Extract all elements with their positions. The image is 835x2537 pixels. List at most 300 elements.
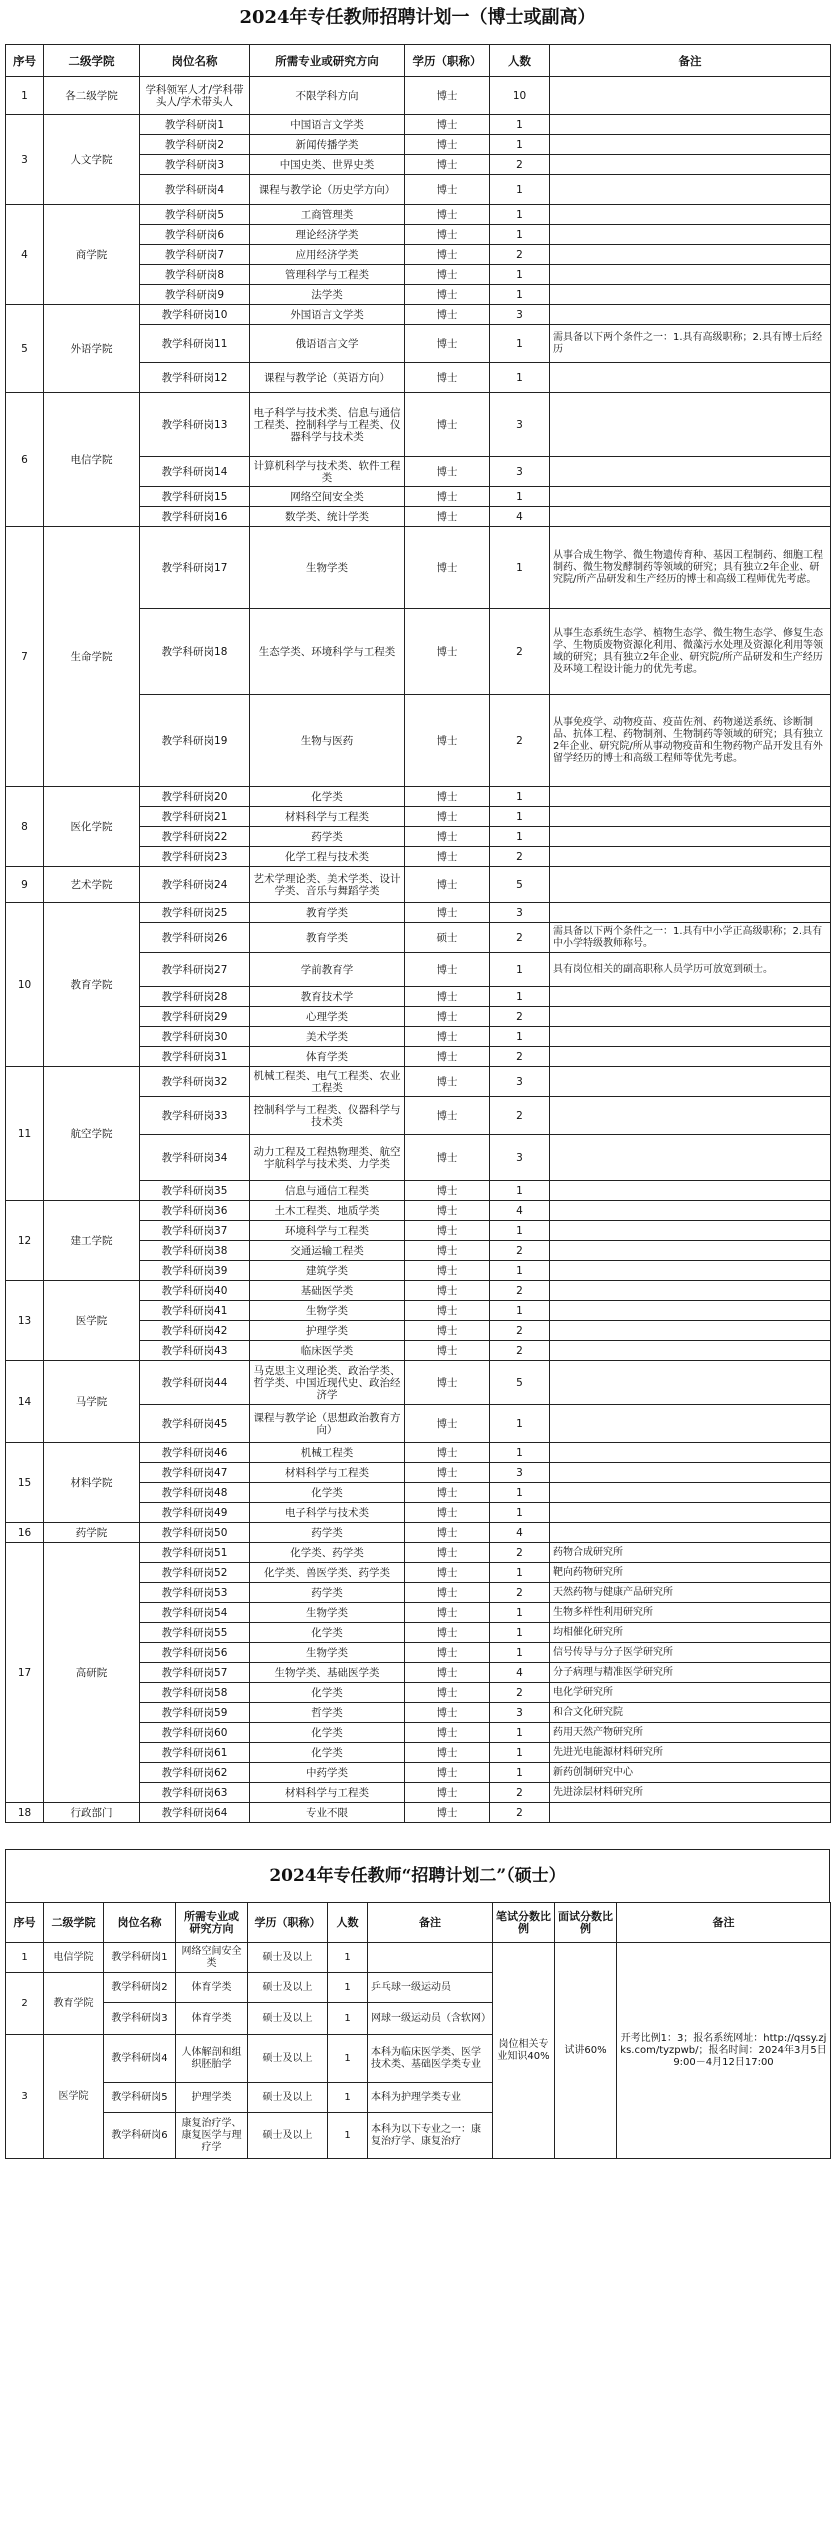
college-name: 生命学院: [44, 527, 140, 787]
row-no: 1: [6, 77, 44, 115]
college-name: 教育学院: [44, 1973, 104, 2035]
college-name: 医学院: [44, 1281, 140, 1361]
head-count: 1: [490, 175, 550, 205]
head-count: 3: [490, 457, 550, 487]
head-count: 1: [328, 2035, 368, 2083]
document: [5, 0, 830, 2159]
major-requirement: 工商管理类: [250, 205, 405, 225]
post-name: 教学科研岗15: [140, 487, 250, 507]
major-requirement: 环境科学与工程类: [250, 1221, 405, 1241]
degree: 博士: [405, 787, 490, 807]
degree: 博士: [405, 903, 490, 923]
table-row: [6, 77, 831, 115]
post-name: 教学科研岗32: [140, 1067, 250, 1097]
post-name: 教学科研岗20: [140, 787, 250, 807]
post-name: 教学科研岗51: [140, 1543, 250, 1563]
post-name: 教学科研岗18: [140, 609, 250, 695]
major-requirement: 计算机科学与技术类、软件工程类: [250, 457, 405, 487]
degree: 博士: [405, 1703, 490, 1723]
note: [550, 487, 831, 507]
degree: 博士: [405, 609, 490, 695]
head-count: 3: [490, 903, 550, 923]
major-requirement: 法学类: [250, 285, 405, 305]
head-count: 2: [490, 1803, 550, 1823]
major-requirement: 新闻传播学类: [250, 135, 405, 155]
degree: 博士: [405, 1341, 490, 1361]
row-no: 14: [6, 1361, 44, 1443]
note: [550, 77, 831, 115]
note: [550, 393, 831, 457]
post-name: 教学科研岗40: [140, 1281, 250, 1301]
post-name: 教学科研岗34: [140, 1135, 250, 1181]
major-requirement: 化学类: [250, 1743, 405, 1763]
major-requirement: 化学类、药学类: [250, 1543, 405, 1563]
degree: 博士: [405, 457, 490, 487]
major-requirement: 基础医学类: [250, 1281, 405, 1301]
major-requirement: 哲学类: [250, 1703, 405, 1723]
major-requirement: 生物与医药: [250, 695, 405, 787]
post-name: 教学科研岗3: [140, 155, 250, 175]
degree: 博士: [405, 1221, 490, 1241]
post-name: 教学科研岗2: [140, 135, 250, 155]
major-requirement: 材料科学与工程类: [250, 1783, 405, 1803]
head-count: 1: [490, 285, 550, 305]
head-count: 1: [490, 1181, 550, 1201]
major-requirement: 生物学类: [250, 1643, 405, 1663]
major-requirement: 护理学类: [176, 2083, 248, 2113]
college-name: 人文学院: [44, 115, 140, 205]
major-requirement: 生物学类: [250, 1301, 405, 1321]
major-requirement: 电子科学与技术类: [250, 1503, 405, 1523]
major-requirement: 理论经济学类: [250, 225, 405, 245]
note: 药物合成研究所: [550, 1543, 831, 1563]
row-no: 2: [6, 1973, 44, 2035]
head-count: 1: [490, 1483, 550, 1503]
degree: 博士: [405, 175, 490, 205]
degree: 博士: [405, 953, 490, 987]
plan2-title: 2024年专任教师“招聘计划二”（硕士）: [5, 1849, 830, 1902]
major-requirement: 美术学类: [250, 1027, 405, 1047]
post-name: 教学科研岗54: [140, 1603, 250, 1623]
head-count: 1: [490, 265, 550, 285]
note: 从事合成生物学、微生物遗传育种、基因工程制药、细胞工程制药、微生物发酵制药等领域的研究；具有独立2年企业、研究院/所产品研发和生产经历的博士和高级工程师优先考虑。: [550, 527, 831, 609]
major-requirement: 马克思主义理论类、政治学类、哲学类、中国近现代史、政治经济学: [250, 1361, 405, 1405]
major-requirement: 土木工程类、地质学类: [250, 1201, 405, 1221]
note: [550, 1027, 831, 1047]
college-name: 各二级学院: [44, 77, 140, 115]
college-name: 医学院: [44, 2035, 104, 2159]
head-count: 3: [490, 1463, 550, 1483]
major-requirement: 化学类: [250, 1723, 405, 1743]
p2-header-note: 备注: [368, 1903, 493, 1943]
note: 均相催化研究所: [550, 1623, 831, 1643]
post-name: 教学科研岗5: [140, 205, 250, 225]
table-row: [6, 393, 831, 457]
degree: 博士: [405, 1047, 490, 1067]
row-no: 9: [6, 867, 44, 903]
head-count: 1: [490, 527, 550, 609]
post-name: 教学科研岗16: [140, 507, 250, 527]
college-name: 高研院: [44, 1543, 140, 1803]
degree: 博士: [405, 1683, 490, 1703]
post-name: 教学科研岗25: [140, 903, 250, 923]
note: 具有岗位相关的副高职称人员学历可放宽到硕士。: [550, 953, 831, 987]
degree: 博士: [405, 225, 490, 245]
major-requirement: 控制科学与工程类、仪器科学与技术类: [250, 1097, 405, 1135]
major-requirement: 化学类: [250, 1483, 405, 1503]
p2-header-college: 二级学院: [44, 1903, 104, 1943]
note: [550, 807, 831, 827]
head-count: 1: [328, 2083, 368, 2113]
post-name: 教学科研岗22: [140, 827, 250, 847]
post-name: 教学科研岗59: [140, 1703, 250, 1723]
note: [550, 245, 831, 265]
major-requirement: 材料科学与工程类: [250, 1463, 405, 1483]
major-requirement: 化学类: [250, 1683, 405, 1703]
degree: 博士: [405, 1723, 490, 1743]
degree: 博士: [405, 77, 490, 115]
college-name: 电信学院: [44, 393, 140, 527]
post-name: 教学科研岗63: [140, 1783, 250, 1803]
note: [550, 1097, 831, 1135]
row-no: 8: [6, 787, 44, 867]
head-count: 1: [490, 807, 550, 827]
major-requirement: 建筑学类: [250, 1261, 405, 1281]
degree: 博士: [405, 1241, 490, 1261]
degree: 博士: [405, 1301, 490, 1321]
note: [550, 1181, 831, 1201]
note: [550, 987, 831, 1007]
major-requirement: 临床医学类: [250, 1341, 405, 1361]
post-name: 教学科研岗38: [140, 1241, 250, 1261]
row-no: 10: [6, 903, 44, 1067]
post-name: 教学科研岗43: [140, 1341, 250, 1361]
major-requirement: 动力工程及工程热物理类、航空宇航科学与技术类、力学类: [250, 1135, 405, 1181]
college-name: 马学院: [44, 1361, 140, 1443]
post-name: 教学科研岗21: [140, 807, 250, 827]
note: [550, 1341, 831, 1361]
post-name: 教学科研岗33: [140, 1097, 250, 1135]
table-row: [6, 1543, 831, 1563]
degree: 博士: [405, 1543, 490, 1563]
college-name: 外语学院: [44, 305, 140, 393]
major-requirement: 教育技术学: [250, 987, 405, 1007]
head-count: 2: [490, 1321, 550, 1341]
table-row: [6, 1067, 831, 1097]
college-name: 艺术学院: [44, 867, 140, 903]
major-requirement: 课程与教学论（英语方向）: [250, 363, 405, 393]
post-name: 教学科研岗36: [140, 1201, 250, 1221]
head-count: 2: [490, 1281, 550, 1301]
plan1-table: [5, 44, 831, 1823]
head-count: 5: [490, 1361, 550, 1405]
head-count: 1: [490, 987, 550, 1007]
post-name: 教学科研岗9: [140, 285, 250, 305]
degree: 博士: [405, 393, 490, 457]
table-row: [6, 1523, 831, 1543]
degree: 博士: [405, 507, 490, 527]
p2-header-no: 序号: [6, 1903, 44, 1943]
head-count: 1: [490, 1301, 550, 1321]
note: 从事免疫学、动物疫苗、疫苗佐剂、药物递送系统、诊断制品、抗体工程、药物制剂、生物制药等领域的研究；具有独立2年企业、研究院/所从事动物疫苗和生物药物产品开发且有外留学经历的博士和高级工程师等优先考虑。: [550, 695, 831, 787]
head-count: 1: [490, 1623, 550, 1643]
degree: 硕士及以上: [248, 2113, 328, 2159]
post-name: 教学科研岗11: [140, 325, 250, 363]
post-name: 教学科研岗31: [140, 1047, 250, 1067]
header-note: 备注: [550, 45, 831, 77]
college-name: 药学院: [44, 1523, 140, 1543]
note: [550, 155, 831, 175]
head-count: 1: [490, 363, 550, 393]
row-no: 6: [6, 393, 44, 527]
head-count: 1: [490, 1405, 550, 1443]
note: [550, 1321, 831, 1341]
note: [550, 1047, 831, 1067]
major-requirement: 药学类: [250, 1583, 405, 1603]
table-row: [6, 115, 831, 135]
note: 分子病理与精准医学研究所: [550, 1663, 831, 1683]
note: [550, 1463, 831, 1483]
note: [550, 1261, 831, 1281]
table-row: [6, 1361, 831, 1405]
post-name: 教学科研岗1: [104, 1943, 176, 1973]
degree: 博士: [405, 1027, 490, 1047]
head-count: 1: [490, 1563, 550, 1583]
note: [550, 847, 831, 867]
post-name: 教学科研岗7: [140, 245, 250, 265]
degree: 博士: [405, 285, 490, 305]
note: 网球一级运动员（含软网）: [368, 2003, 493, 2035]
table-row: [6, 1803, 831, 1823]
major-requirement: 化学类: [250, 1623, 405, 1643]
note: [550, 1135, 831, 1181]
interview-ratio: 试讲60%: [555, 1943, 617, 2159]
post-name: 教学科研岗57: [140, 1663, 250, 1683]
note: 先进光电能源材料研究所: [550, 1743, 831, 1763]
major-requirement: 体育学类: [176, 2003, 248, 2035]
post-name: 教学科研岗44: [140, 1361, 250, 1405]
major-requirement: 生物学类: [250, 527, 405, 609]
note: 需具备以下两个条件之一：1.具有高级职称；2.具有博士后经历: [550, 325, 831, 363]
note: [550, 1281, 831, 1301]
row-no: 16: [6, 1523, 44, 1543]
degree: 博士: [405, 1783, 490, 1803]
major-requirement: 不限学科方向: [250, 77, 405, 115]
note: [550, 1405, 831, 1443]
head-count: 1: [490, 1603, 550, 1623]
college-name: 电信学院: [44, 1943, 104, 1973]
row-no: 15: [6, 1443, 44, 1523]
post-name: 教学科研岗52: [140, 1563, 250, 1583]
post-name: 教学科研岗37: [140, 1221, 250, 1241]
table-row: [6, 867, 831, 903]
head-count: 1: [328, 1943, 368, 1973]
post-name: 教学科研岗41: [140, 1301, 250, 1321]
note: 新药创制研究中心: [550, 1763, 831, 1783]
degree: 博士: [405, 1261, 490, 1281]
post-name: 教学科研岗8: [140, 265, 250, 285]
table-row: [6, 903, 831, 923]
post-name: 教学科研岗49: [140, 1503, 250, 1523]
degree: 博士: [405, 1523, 490, 1543]
head-count: 1: [490, 1221, 550, 1241]
head-count: 1: [490, 325, 550, 363]
major-requirement: 课程与教学论（历史学方向）: [250, 175, 405, 205]
post-name: 教学科研岗27: [140, 953, 250, 987]
degree: 硕士及以上: [248, 1973, 328, 2003]
head-count: 1: [490, 115, 550, 135]
header-college: 二级学院: [44, 45, 140, 77]
major-requirement: 教育学类: [250, 923, 405, 953]
head-count: 1: [490, 1261, 550, 1281]
head-count: 2: [490, 1683, 550, 1703]
degree: 博士: [405, 1281, 490, 1301]
major-requirement: 心理学类: [250, 1007, 405, 1027]
head-count: 2: [490, 1097, 550, 1135]
major-requirement: 人体解剖和组织胚胎学: [176, 2035, 248, 2083]
row-no: 1: [6, 1943, 44, 1973]
table-row: [6, 1281, 831, 1301]
post-name: 教学科研岗26: [140, 923, 250, 953]
head-count: 4: [490, 1663, 550, 1683]
remark: 开考比例1：3；报名系统网址：http://qssy.zjks.com/tyzpwb/；报名时间：2024年3月5日9:00－4月12日17:00: [617, 1943, 831, 2159]
head-count: 3: [490, 1703, 550, 1723]
post-name: 教学科研岗12: [140, 363, 250, 393]
post-name: 教学科研岗64: [140, 1803, 250, 1823]
note: [550, 1301, 831, 1321]
written-ratio: 岗位相关专业知识40%: [493, 1943, 555, 2159]
note: [550, 115, 831, 135]
note: 和合文化研究院: [550, 1703, 831, 1723]
table-row: [6, 1443, 831, 1463]
degree: 博士: [405, 1743, 490, 1763]
major-requirement: 机械工程类、电气工程类、农业工程类: [250, 1067, 405, 1097]
post-name: 教学科研岗28: [140, 987, 250, 1007]
note: 从事生态系统生态学、植物生态学、微生物生态学、修复生态学、生物质废物资源化利用、微藻污水处理及资源化利用等领域的研究；具有独立2年企业、研究院/所产品研发和生产经历及环境工程设计能力的优先考虑。: [550, 609, 831, 695]
major-requirement: 电子科学与技术类、信息与通信工程类、控制科学与工程类、仪器科学与技术类: [250, 393, 405, 457]
note: [550, 827, 831, 847]
college-name: 医化学院: [44, 787, 140, 867]
degree: 博士: [405, 245, 490, 265]
post-name: 教学科研岗46: [140, 1443, 250, 1463]
major-requirement: 中国史类、世界史类: [250, 155, 405, 175]
note: 本科为以下专业之一：康复治疗学、康复治疗: [368, 2113, 493, 2159]
degree: 硕士及以上: [248, 2035, 328, 2083]
plan2-table-body: [6, 1943, 831, 2159]
degree: 博士: [405, 827, 490, 847]
note: [550, 1067, 831, 1097]
row-no: 3: [6, 115, 44, 205]
note: [550, 135, 831, 155]
degree: 硕士: [405, 923, 490, 953]
head-count: 4: [490, 507, 550, 527]
post-name: 教学科研岗47: [140, 1463, 250, 1483]
head-count: 1: [328, 2003, 368, 2035]
note: [550, 1007, 831, 1027]
major-requirement: 康复治疗学、康复医学与理疗学: [176, 2113, 248, 2159]
head-count: 2: [490, 1007, 550, 1027]
header-no: 序号: [6, 45, 44, 77]
degree: 博士: [405, 867, 490, 903]
table-row: [6, 205, 831, 225]
degree: 博士: [405, 487, 490, 507]
p2-header-interview: 面试分数比例: [555, 1903, 617, 1943]
major-requirement: 药学类: [250, 1523, 405, 1543]
major-requirement: 交通运输工程类: [250, 1241, 405, 1261]
post-name: 教学科研岗45: [140, 1405, 250, 1443]
section-gap: [5, 1823, 830, 1849]
head-count: 1: [490, 1723, 550, 1743]
degree: 博士: [405, 1463, 490, 1483]
p2-header-major: 所需专业或研究方向: [176, 1903, 248, 1943]
major-requirement: 艺术学理论类、美术学类、设计学类、音乐与舞蹈学类: [250, 867, 405, 903]
degree: 硕士及以上: [248, 2003, 328, 2035]
head-count: 2: [490, 847, 550, 867]
note: 先进涂层材料研究所: [550, 1783, 831, 1803]
head-count: 2: [490, 695, 550, 787]
head-count: 1: [490, 1503, 550, 1523]
post-name: 教学科研岗4: [140, 175, 250, 205]
head-count: 2: [490, 245, 550, 265]
post-name: 教学科研岗55: [140, 1623, 250, 1643]
row-no: 3: [6, 2035, 44, 2159]
header-major: 所需专业或研究方向: [250, 45, 405, 77]
header-post: 岗位名称: [140, 45, 250, 77]
note: [550, 867, 831, 903]
head-count: 1: [490, 1763, 550, 1783]
degree: 博士: [405, 1007, 490, 1027]
plan1-title: 2024年专任教师招聘计划一（博士或副高）: [239, 7, 596, 28]
head-count: 10: [490, 77, 550, 115]
note: [550, 1361, 831, 1405]
head-count: 3: [490, 305, 550, 325]
note: 需具备以下两个条件之一：1.具有中小学正高级职称；2.具有中小学特级教师称号。: [550, 923, 831, 953]
degree: 博士: [405, 363, 490, 393]
table-row: [6, 1201, 831, 1221]
major-requirement: 生物学类: [250, 1603, 405, 1623]
major-requirement: 生态学类、环境科学与工程类: [250, 609, 405, 695]
head-count: 3: [490, 1067, 550, 1097]
college-name: 建工学院: [44, 1201, 140, 1281]
major-requirement: 教育学类: [250, 903, 405, 923]
table-row: [6, 787, 831, 807]
note: [550, 175, 831, 205]
post-name: 教学科研岗24: [140, 867, 250, 903]
head-count: 1: [490, 787, 550, 807]
note: [550, 1241, 831, 1261]
p2-header-degree: 学历（职称）: [248, 1903, 328, 1943]
post-name: 教学科研岗2: [104, 1973, 176, 2003]
head-count: 2: [490, 1047, 550, 1067]
post-name: 教学科研岗42: [140, 1321, 250, 1341]
row-no: 5: [6, 305, 44, 393]
table-row: [6, 527, 831, 609]
degree: 博士: [405, 1803, 490, 1823]
college-name: 行政部门: [44, 1803, 140, 1823]
head-count: 5: [490, 867, 550, 903]
note: [368, 1943, 493, 1973]
head-count: 4: [490, 1523, 550, 1543]
degree: 博士: [405, 135, 490, 155]
degree: 博士: [405, 1483, 490, 1503]
table-row: [6, 1943, 831, 1973]
post-name: 教学科研岗53: [140, 1583, 250, 1603]
post-name: 教学科研岗39: [140, 1261, 250, 1281]
head-count: 1: [490, 1443, 550, 1463]
head-count: 1: [490, 827, 550, 847]
note: [550, 305, 831, 325]
post-name: 学科领军人才/学科带头人/学术带头人: [140, 77, 250, 115]
